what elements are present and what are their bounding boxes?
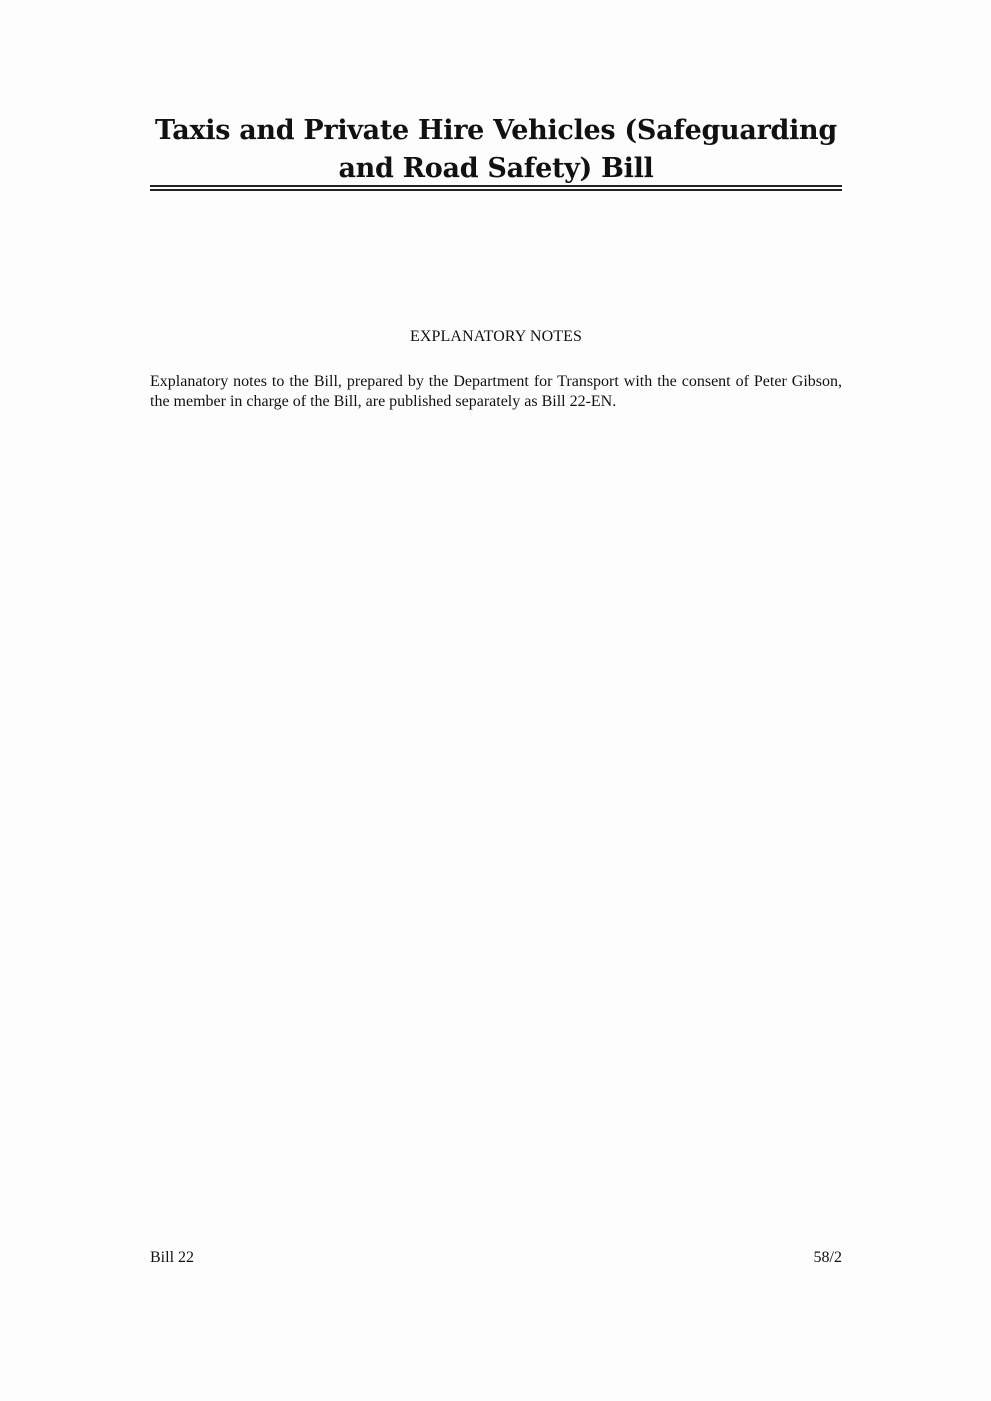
- explanatory-notes-heading: EXPLANATORY NOTES: [410, 328, 582, 345]
- title-double-rule: [150, 185, 842, 191]
- explanatory-notes-paragraph: Explanatory notes to the Bill, prepared by the Department for Transport with the consent of Peter Gibson, the member in charge of the Bill, are published separately as Bill 22-EN.: [150, 373, 842, 410]
- bill-title: Taxis and Private Hire Vehicles (Safeguarding and Road Safety) Bill: [155, 115, 837, 184]
- footer-print-reference: 58/2: [813, 1249, 842, 1266]
- footer-bill-number: Bill 22: [150, 1249, 195, 1266]
